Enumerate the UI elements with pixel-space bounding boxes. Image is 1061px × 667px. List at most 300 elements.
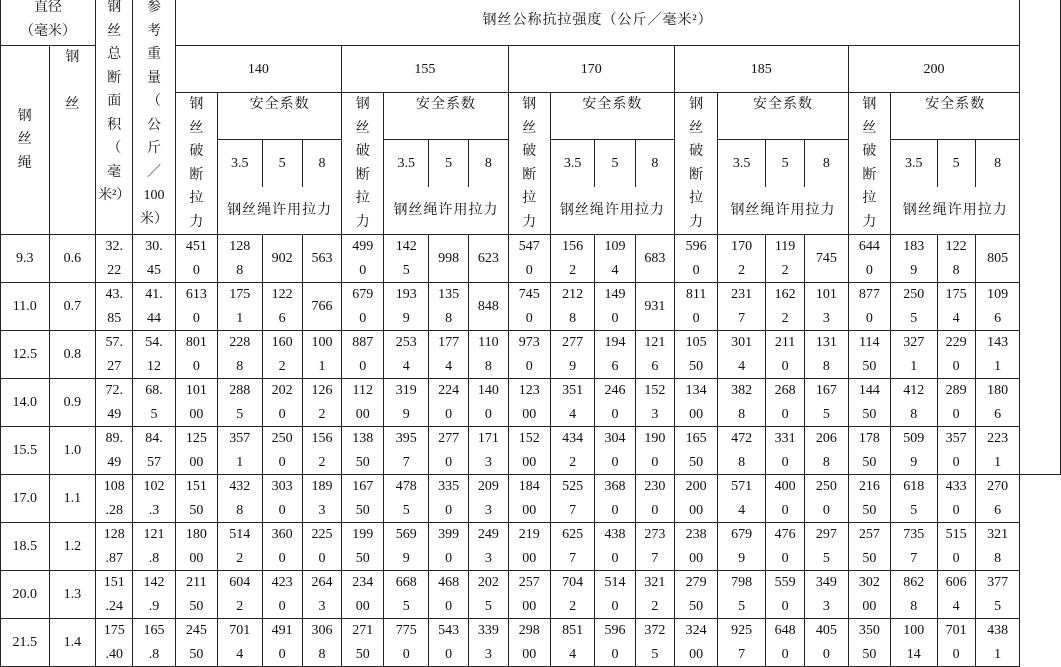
safety-header-200: 安全系数: [891, 93, 1020, 140]
wire-diameter-cell: 1.1: [49, 475, 96, 523]
value-cell: [635, 523, 674, 571]
value-cell: [262, 379, 302, 427]
value-cell-text: 514 2: [229, 527, 251, 566]
value-cell: [848, 331, 890, 379]
value-cell: [805, 619, 848, 667]
value-cell-text: 190 0: [644, 431, 666, 470]
safety-header-170: 安全系数: [550, 93, 674, 140]
value-cell-text: 851 4: [562, 623, 584, 662]
wire-diameter-cell: 1.2: [49, 523, 96, 571]
safety-header-155: 安全系数: [384, 93, 508, 140]
value-cell-text: 114 50: [859, 335, 880, 374]
value-cell: [848, 619, 890, 667]
value-cell-text: 219 00: [518, 527, 540, 566]
value-cell-text: 110 8: [478, 335, 499, 374]
value-cell-text: 122 6: [271, 287, 293, 326]
area-cell-text: 72. 49: [105, 383, 123, 422]
value-cell-text: 156 2: [311, 431, 333, 470]
wire-header: 钢 丝: [49, 46, 96, 235]
table-row: [1, 619, 1061, 667]
value-cell-text: 433 0: [945, 479, 967, 518]
value-cell: [595, 235, 635, 283]
value-cell-text: 321 2: [644, 575, 666, 614]
value-cell-text: 143 1: [987, 335, 1009, 374]
factor-200-b: 5: [937, 140, 975, 187]
value-cell: [848, 523, 890, 571]
value-cell-text: 209 3: [477, 479, 499, 518]
strength-header: 钢丝公称抗拉强度（公斤／毫米²）: [175, 0, 1020, 46]
value-cell-text: 368 0: [604, 479, 626, 518]
value-cell: [175, 283, 217, 331]
value-cell-text: 135 8: [438, 287, 460, 326]
value-cell: [718, 523, 766, 571]
value-cell: [765, 619, 804, 667]
value-cell: [635, 331, 674, 379]
value-cell: [550, 235, 594, 283]
value-cell: [384, 283, 428, 331]
rope-diameter-cell: 18.5: [1, 523, 50, 571]
value-cell: [218, 235, 262, 283]
factor-140-a: 3.5: [218, 140, 262, 187]
value-cell: [342, 475, 384, 523]
value-cell-text: 257 50: [858, 527, 880, 566]
value-cell-text: 202 5: [477, 575, 499, 614]
value-cell-text: 100 1: [311, 335, 333, 374]
value-cell: [765, 379, 804, 427]
value-cell-text: 745 0: [518, 287, 540, 326]
strength-140: 140: [175, 46, 341, 93]
value-cell: [342, 427, 384, 475]
factor-200-a: 3.5: [891, 140, 938, 187]
factor-140-b: 5: [262, 140, 302, 187]
value-cell: [674, 331, 717, 379]
value-cell-text: 382 8: [731, 383, 753, 422]
factor-170-c: 8: [635, 140, 674, 187]
value-cell-text: 679 9: [731, 527, 753, 566]
value-cell-text: 412 8: [903, 383, 925, 422]
value-cell: [891, 283, 938, 331]
value-cell: [508, 283, 550, 331]
factor-140-c: 8: [302, 140, 341, 187]
value-cell-text: 339 3: [477, 623, 499, 662]
value-cell-text: 304 0: [604, 431, 626, 470]
value-cell: [937, 235, 975, 283]
value-cell-text: 160 2: [271, 335, 293, 374]
value-cell: 998: [428, 235, 468, 283]
factor-185-b: 5: [765, 140, 804, 187]
wire-diameter-cell: 0.9: [49, 379, 96, 427]
value-cell: [595, 283, 635, 331]
value-cell-text: 298 00: [518, 623, 540, 662]
value-cell: [595, 619, 635, 667]
value-cell-text: 257 00: [518, 575, 540, 614]
value-cell: [805, 379, 848, 427]
value-cell-text: 175 4: [945, 287, 967, 326]
value-cell: [975, 619, 1020, 667]
weight-header: 参 考 重 量 （ 公 斤 ／ 100 米）: [133, 0, 175, 235]
value-cell: [595, 379, 635, 427]
value-cell: [975, 331, 1020, 379]
weight-cell: [133, 379, 175, 427]
value-cell-text: 679 0: [352, 287, 374, 326]
value-cell: [635, 379, 674, 427]
value-cell-text: 648 0: [774, 623, 796, 662]
value-cell-text: 238 00: [685, 527, 707, 566]
value-cell: [765, 283, 804, 331]
value-cell: [218, 523, 262, 571]
value-cell: [428, 427, 468, 475]
value-cell-text: 184 00: [518, 479, 540, 518]
value-cell-text: 319 9: [395, 383, 417, 422]
value-cell-text: 400 0: [774, 479, 796, 518]
value-cell: [891, 331, 938, 379]
value-cell: [891, 379, 938, 427]
value-cell: [508, 571, 550, 619]
value-cell-text: 472 8: [731, 431, 753, 470]
value-cell: 931: [635, 283, 674, 331]
value-cell: [550, 475, 594, 523]
value-cell-text: 973 0: [518, 335, 540, 374]
value-cell-text: 109 4: [604, 239, 626, 278]
value-cell: [718, 283, 766, 331]
value-cell-text: 144 50: [858, 383, 880, 422]
value-cell: [218, 475, 262, 523]
value-cell-text: 327 1: [903, 335, 925, 374]
value-cell-text: 126 2: [311, 383, 333, 422]
value-cell-text: 206 8: [815, 431, 837, 470]
value-cell: [218, 331, 262, 379]
value-cell-text: 775 0: [395, 623, 417, 662]
value-cell: [765, 475, 804, 523]
value-cell: [891, 619, 938, 667]
value-cell-text: 377 5: [987, 575, 1009, 614]
value-cell-text: 925 7: [731, 623, 753, 662]
allow-header-170: 钢丝绳许用拉力: [550, 187, 674, 234]
value-cell-text: 478 5: [395, 479, 417, 518]
value-cell: [765, 331, 804, 379]
factor-170-a: 3.5: [550, 140, 594, 187]
diameter-header: 直径 （毫米）: [1, 0, 96, 46]
wire-diameter-cell: 0.6: [49, 235, 96, 283]
value-cell-text: 525 7: [562, 479, 584, 518]
value-cell-text: 194 6: [604, 335, 626, 374]
wire-diameter-cell: 0.8: [49, 331, 96, 379]
value-cell-text: 798 5: [731, 575, 753, 614]
value-cell: [302, 571, 341, 619]
value-cell-text: 121 6: [644, 335, 666, 374]
area-cell: [96, 283, 133, 331]
value-cell: [302, 331, 341, 379]
value-cell: [937, 619, 975, 667]
value-cell: 848: [469, 283, 508, 331]
weight-cell-text: 41. 44: [145, 287, 163, 326]
value-cell: 563: [302, 235, 341, 283]
area-cell-text: 57. 27: [105, 335, 123, 374]
value-cell-text: 101 3: [815, 287, 837, 326]
value-cell-text: 302 00: [858, 575, 880, 614]
weight-cell: [133, 523, 175, 571]
value-cell: [937, 523, 975, 571]
value-cell: [595, 427, 635, 475]
value-cell: [975, 523, 1020, 571]
value-cell-text: 288 5: [229, 383, 251, 422]
value-cell-text: 606 4: [945, 575, 967, 614]
value-cell-text: 451 0: [185, 239, 207, 278]
value-cell-text: 277 0: [438, 431, 460, 470]
rope-diameter-cell: 20.0: [1, 571, 50, 619]
value-cell-text: 306 8: [311, 623, 333, 662]
value-cell: [635, 571, 674, 619]
area-cell-text: 128 .87: [103, 527, 125, 566]
weight-cell-text: 165 .8: [143, 623, 165, 662]
weight-cell-text: 54. 12: [145, 335, 163, 374]
value-cell: [674, 427, 717, 475]
value-cell-text: 138 50: [352, 431, 374, 470]
area-cell-text: 43. 85: [105, 287, 123, 326]
value-cell-text: 279 50: [685, 575, 707, 614]
value-cell-text: 335 0: [438, 479, 460, 518]
value-cell-text: 877 0: [858, 287, 880, 326]
value-cell-text: 216 50: [858, 479, 880, 518]
breaking-header-155: 钢 丝 破 断 拉 力: [342, 93, 384, 235]
weight-cell-text: 142 .9: [143, 575, 165, 614]
area-cell-text: 151 .24: [103, 575, 125, 614]
table-row: [1, 379, 1061, 427]
value-cell-text: 199 50: [352, 527, 374, 566]
factor-170-b: 5: [595, 140, 635, 187]
factor-185-a: 3.5: [718, 140, 766, 187]
value-cell: [175, 475, 217, 523]
value-cell: [342, 379, 384, 427]
value-cell-text: 668 5: [395, 575, 417, 614]
value-cell-text: 151 50: [185, 479, 207, 518]
value-cell: [384, 427, 428, 475]
weight-cell: [133, 619, 175, 667]
value-cell-text: 250 0: [271, 431, 293, 470]
wire-diameter-cell: 1.0: [49, 427, 96, 475]
value-cell: [550, 523, 594, 571]
value-cell-text: 170 2: [731, 239, 753, 278]
value-cell: [175, 427, 217, 475]
value-cell: [218, 427, 262, 475]
weight-cell-text: 102 .3: [143, 479, 165, 518]
value-cell-text: 349 3: [815, 575, 837, 614]
value-cell: [975, 379, 1020, 427]
value-cell: [635, 619, 674, 667]
rope-diameter-cell: 14.0: [1, 379, 50, 427]
strength-185: 185: [674, 46, 848, 93]
allow-header-200: 钢丝绳许用拉力: [891, 187, 1020, 234]
value-cell: [550, 427, 594, 475]
value-cell-text: 180 00: [185, 527, 207, 566]
value-cell: [937, 331, 975, 379]
value-cell: [342, 523, 384, 571]
value-cell: [635, 427, 674, 475]
strength-200: 200: [848, 46, 1020, 93]
value-cell-text: 202 0: [271, 383, 293, 422]
value-cell: [975, 475, 1020, 523]
area-cell-text: 108 .28: [103, 479, 125, 518]
breaking-header-200: 钢 丝 破 断 拉 力: [848, 93, 890, 235]
value-cell: [595, 475, 635, 523]
value-cell: [718, 571, 766, 619]
value-cell-text: 100 14: [903, 623, 925, 662]
value-cell: [674, 523, 717, 571]
area-cell: [96, 475, 133, 523]
strength-155: 155: [342, 46, 508, 93]
value-cell: [384, 619, 428, 667]
value-cell-text: 125 00: [185, 431, 207, 470]
value-cell-text: 152 3: [644, 383, 666, 422]
value-cell-text: 559 0: [774, 575, 796, 614]
value-cell: [302, 427, 341, 475]
value-cell-text: 270 6: [987, 479, 1009, 518]
value-cell: [262, 523, 302, 571]
value-cell-text: 357 0: [945, 431, 967, 470]
value-cell: [674, 475, 717, 523]
area-cell: [96, 379, 133, 427]
value-cell: [508, 619, 550, 667]
value-cell-text: 245 50: [185, 623, 207, 662]
value-cell-text: 123 00: [518, 383, 540, 422]
value-cell-text: 175 1: [229, 287, 251, 326]
value-cell: [469, 475, 508, 523]
value-cell: [218, 379, 262, 427]
area-cell-text: 175 .40: [103, 623, 125, 662]
value-cell: [384, 379, 428, 427]
value-cell-text: 177 4: [438, 335, 460, 374]
value-cell-text: 434 2: [562, 431, 584, 470]
value-cell-text: 193 9: [395, 287, 417, 326]
value-cell: [428, 283, 468, 331]
value-cell-text: 321 8: [987, 527, 1009, 566]
value-cell-text: 231 7: [731, 287, 753, 326]
value-cell: [508, 235, 550, 283]
weight-cell-text: 30. 45: [145, 239, 163, 278]
value-cell-text: 604 2: [229, 575, 251, 614]
value-cell: [805, 571, 848, 619]
value-cell-text: 468 0: [438, 575, 460, 614]
value-cell: [550, 331, 594, 379]
value-cell: [765, 427, 804, 475]
value-cell: [384, 235, 428, 283]
value-cell-text: 101 00: [185, 383, 207, 422]
value-cell: [848, 283, 890, 331]
value-cell: [595, 331, 635, 379]
value-cell-text: 180 6: [987, 383, 1009, 422]
area-cell-text: 89. 49: [105, 431, 123, 470]
weight-cell: [133, 427, 175, 475]
value-cell: [175, 331, 217, 379]
value-cell: [848, 379, 890, 427]
value-cell: [891, 427, 938, 475]
value-cell: [674, 619, 717, 667]
value-cell-text: 109 6: [987, 287, 1009, 326]
value-cell-text: 105 50: [685, 335, 707, 374]
value-cell: [550, 283, 594, 331]
value-cell: [342, 571, 384, 619]
value-cell-text: 149 0: [604, 287, 626, 326]
value-cell: [384, 475, 428, 523]
value-cell: [550, 379, 594, 427]
value-cell: [469, 571, 508, 619]
value-cell-text: 399 0: [438, 527, 460, 566]
area-cell: [96, 571, 133, 619]
safety-header-140: 安全系数: [218, 93, 342, 140]
value-cell-text: 140 0: [477, 383, 499, 422]
value-cell-text: 701 4: [229, 623, 251, 662]
value-cell: [508, 427, 550, 475]
value-cell-text: 438 1: [987, 623, 1009, 662]
value-cell: [635, 475, 674, 523]
allow-header-155: 钢丝绳许用拉力: [384, 187, 508, 234]
value-cell: [342, 619, 384, 667]
value-cell: [428, 379, 468, 427]
value-cell: [805, 427, 848, 475]
value-cell: [175, 619, 217, 667]
value-cell-text: 297 5: [815, 527, 837, 566]
value-cell-text: 395 7: [395, 431, 417, 470]
value-cell-text: 212 8: [562, 287, 584, 326]
value-cell: [805, 523, 848, 571]
value-cell: [848, 475, 890, 523]
weight-cell: [133, 475, 175, 523]
value-cell-text: 112 00: [352, 383, 374, 422]
table-row: [1, 475, 1061, 523]
value-cell-text: 438 0: [604, 527, 626, 566]
value-cell-text: 223 1: [987, 431, 1009, 470]
breaking-header-170: 钢 丝 破 断 拉 力: [508, 93, 550, 235]
area-cell: [96, 331, 133, 379]
value-cell: [891, 571, 938, 619]
value-cell-text: 271 50: [352, 623, 374, 662]
value-cell-text: 331 0: [774, 431, 796, 470]
value-cell: [765, 571, 804, 619]
value-cell-text: 547 0: [518, 239, 540, 278]
value-cell: [175, 523, 217, 571]
value-cell-text: 142 5: [395, 239, 417, 278]
value-cell-text: 811 0: [685, 287, 707, 326]
rope-header: 钢 丝 绳: [1, 46, 50, 235]
value-cell: [218, 571, 262, 619]
area-header: 钢 丝 总 断 面 积 （ 毫 米²）: [96, 0, 133, 235]
value-cell-text: 128 8: [229, 239, 251, 278]
value-cell: [384, 571, 428, 619]
value-cell: [469, 427, 508, 475]
value-cell: [674, 571, 717, 619]
value-cell: 745: [805, 235, 848, 283]
weight-cell: [133, 331, 175, 379]
value-cell-text: 644 0: [858, 239, 880, 278]
value-cell: [469, 379, 508, 427]
value-cell-text: 189 3: [311, 479, 333, 518]
value-cell-text: 301 4: [731, 335, 753, 374]
area-cell: [96, 523, 133, 571]
table-row: [1, 283, 1061, 331]
value-cell-text: 183 9: [903, 239, 925, 278]
value-cell-text: 211 50: [186, 575, 207, 614]
value-cell: 766: [302, 283, 341, 331]
rope-diameter-cell: 15.5: [1, 427, 50, 475]
value-cell: [765, 235, 804, 283]
value-cell: [550, 619, 594, 667]
breaking-header-185: 钢 丝 破 断 拉 力: [674, 93, 717, 235]
value-cell: [469, 523, 508, 571]
weight-cell: [133, 283, 175, 331]
value-cell: [718, 379, 766, 427]
value-cell-text: 162 2: [774, 287, 796, 326]
value-cell: 805: [975, 235, 1020, 283]
